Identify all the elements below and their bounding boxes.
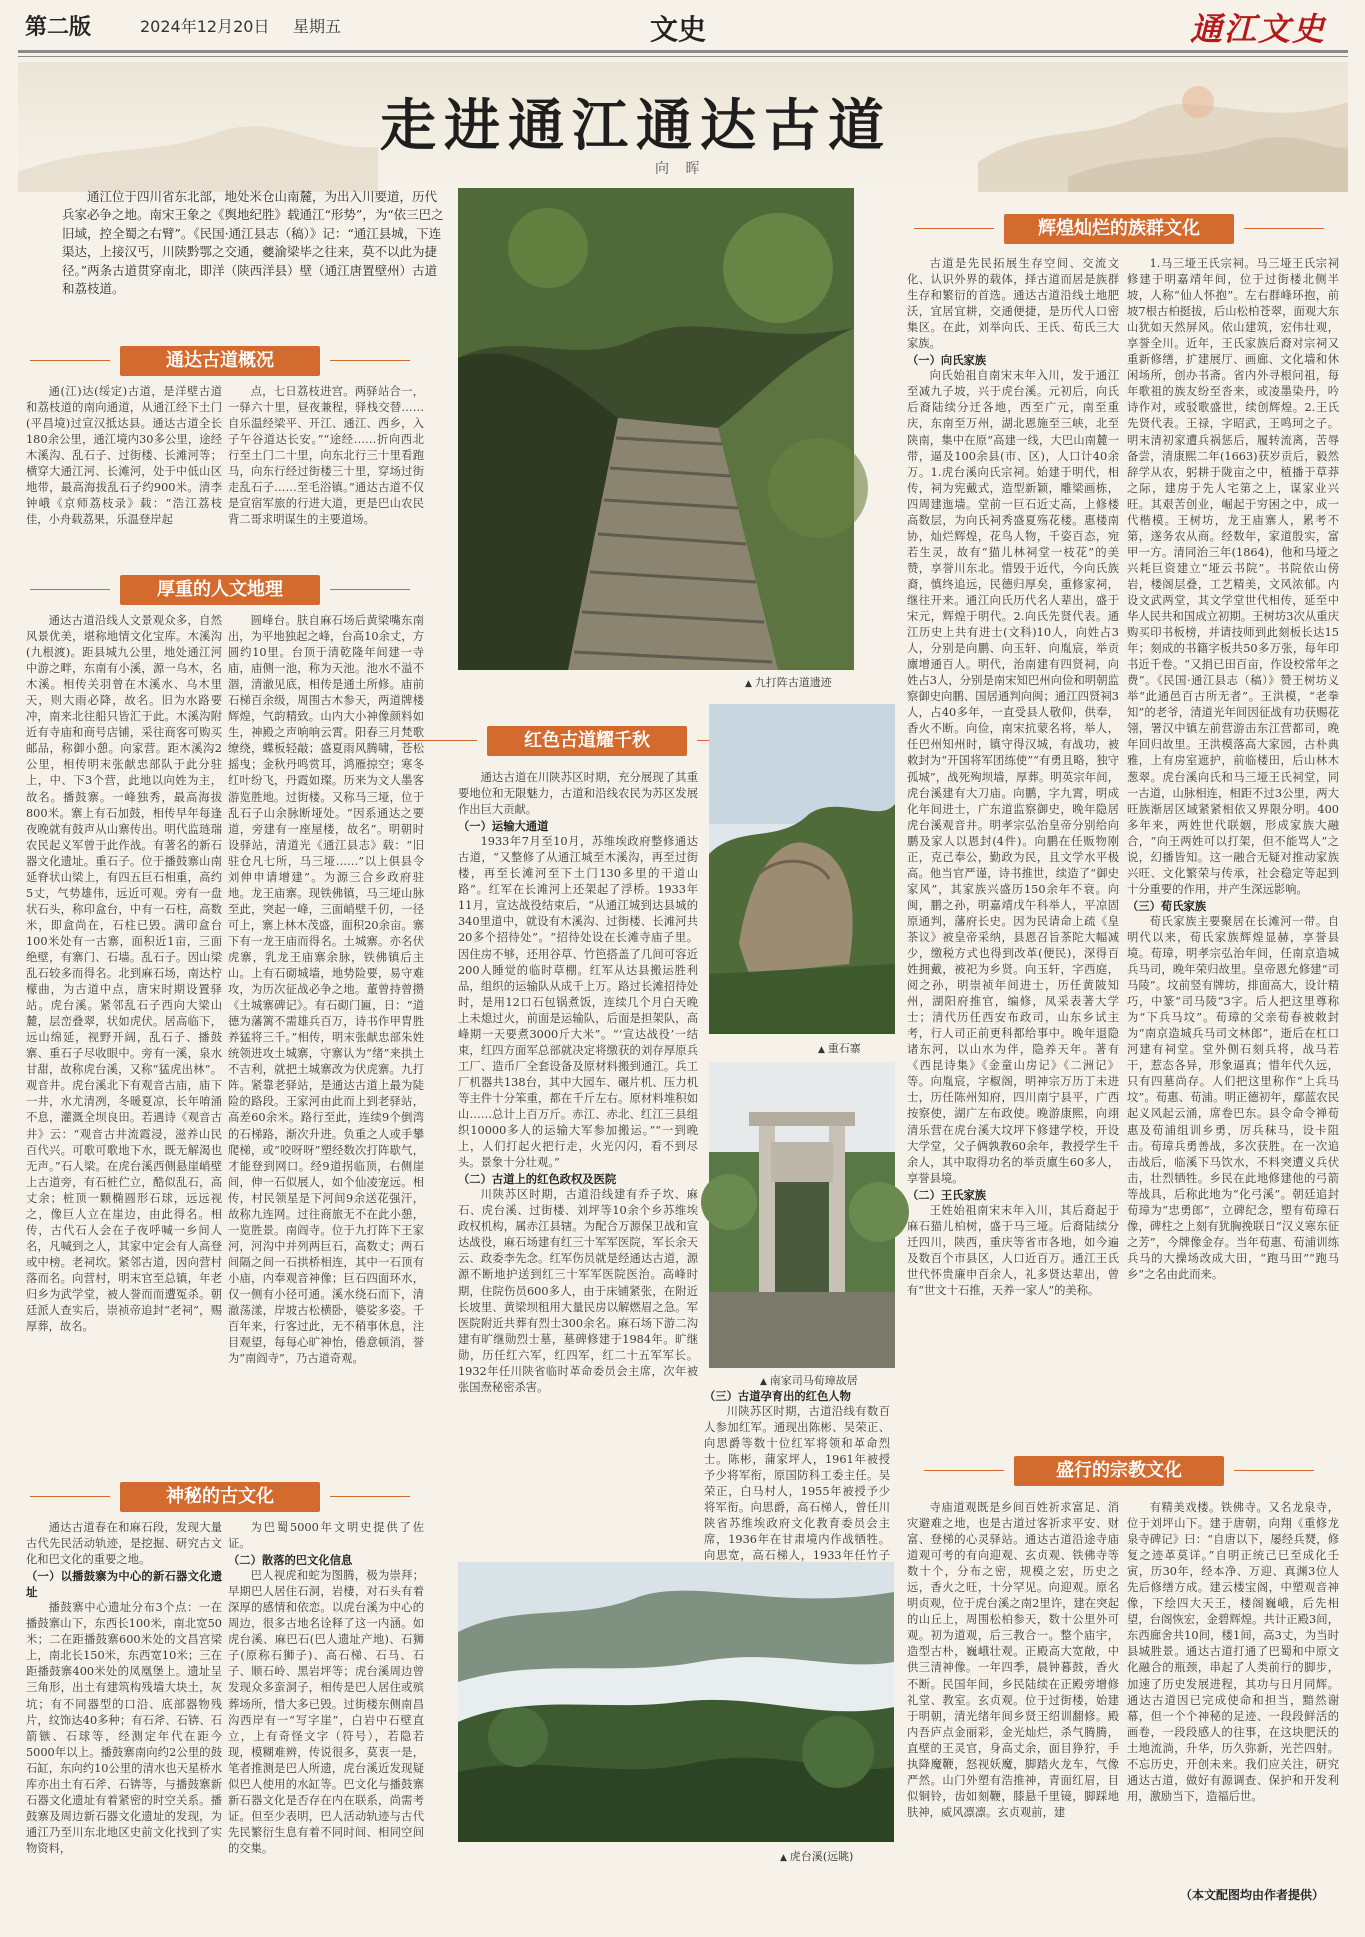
section-heading-geography: 厚重的人文地理 bbox=[120, 575, 320, 605]
photo-credit: （本文配图均由作者提供） bbox=[1180, 1888, 1325, 1902]
photo-zhongshi-rock bbox=[709, 704, 895, 1034]
section-heading-red-route: 红色古道耀千秋 bbox=[487, 726, 687, 756]
geography-text-1: 通达古道沿线人文景观众多，自然风景优美，堪称地情文化宝库。木溪沟(九根渡)。距县城九公里，地处通江河中游之畔，东南有小溪，源一乌木，名木溪。相传关羽曾在木溪水、乌木里天，则大雨必降，故名。旧为水路要冲，南来北往船只皆汇于此。木溪沟附近有寺庙和商号店铺，采往商客可购买邮品，称御小憩。向家营。距木溪沟2公里，相传明末张献忠部队于此分驻上，中、下3个营，此地以向姓为主，故名。播鼓寨。一峰独秀，最高海拔800米。寨上有石加鼓，相传早年每逢夜晚就有鼓声从山寨传出。明代监琏瑞农民起义军曾于此作战。有著名的新石器文化遗址。重石子。位于播鼓寨山南延脊状山梁上，有四五巨石相重，高约5丈，气势雄伟，远近可观。旁有一盘状石头，称印盒台，中有一石柱，高数米，即盒尚在，石柱已毁。满印盒台100米处有一古寨，面积近1亩，三面绝壁，有寨门、石墙。乱石子。因山梁乱石较多而得名。北到麻石场，南达柠檬曲，为古道中点，唐宋时期设置驿站。虎台溪。紧邻乱石子西向大梁山麓，层峦叠翠，状如虎伏。居高临下，远山绵延，视野开阔，乱石子、播鼓寨、重石子尽收眼中。旁有一溪，泉水甘甜，故称虎台溪，又称“猛虎出林”。观音井。虎台溪北下有观音古庙，庙下一井，水尤清冽，冬暖夏凉，长年唷涌不息，灌溉全坝良田。若遇诗《观音古井》云：“观音古井流霞浸，滋养山民百代兴。可歌可歌地下水，既无解渴也无声。”石人梁。在虎台溪西侧悬崖峭壁上古道旁，有石桩伫立，酷似乱石，高丈余；桩顶一颗椭圆形石球，远远视之，像巨人立在崖边，由此得名。相传，古代石人会在子夜呼喊一乡间人名，凡喊到之人，其家中定会有人高登或中榜。老祠坎。紧邻古道，因向营村落而名。向营村，明末官至总镇，年老归乡为武学堂，被人誉而而遭冤杀。朝廷派人查实后，崇祯帝追封“老祠”，赐厚葬，故名。 bbox=[26, 614, 222, 1334]
ancient-culture-continued: 为巴蜀5000年文明史提供了佐证。 bbox=[228, 1521, 424, 1551]
section-name: 文史 bbox=[650, 13, 707, 46]
clan-culture-intro: 古道是先民拓展生存空间、交流文化、认识外界的载体，择古道而居是族群生存和繁衍的首选。通达古道沿线土地肥沃，宜居宜耕，交通便捷，是历代人口密集区。在此，刘举向氏、王氏、荀氏三大家族。 bbox=[907, 257, 1119, 351]
photo-caption-landscape: ▲ 虎台溪(远眺) bbox=[780, 1848, 853, 1864]
clan-culture-text-4: 荀氏家族主要聚居在长滩河一带。自明代以来，荀氏家族辉煌显赫，享誉县境。荀璋，明孝宗弘治年间，任南京造城兵马司，晚年荣归故里。皇帝恩允修建“司马陵”。坟前竖有牌坊，排面高大，设计精巧，中篆“司马陵”3字。后人把这里尊称为“下兵马坟”。荀璋的父亲荀春被敕封为“南京造城兵马司文林郎”，逝后在杠口河建有祠堂。堂外侧石刻兵将，战马若干，惹态各异，形象逼真；惜年代久远，只有四墓尚存。人们把这里称作“上兵马坟”。荀惠、荀浦。明正德初年，鄢蓝农民起义风起云涌，席卷巴东。县令命令禅荀惠及荀浦组训乡勇，厉兵秣马，设卡阻击。荀璋兵勇善战，多次获胜。在一次追击战后，临溪下马饮水，不料突遭义兵伏击，壮烈牺牲。乡民在此地修建他的弓箭等战具，后称此地为“化弓溪”。朝廷追封荀璋为“忠勇郎”，立碑纪念，塑有荀璋石像，碑柱之上刻有犹胸挽联日“汉义寒东征之芳”，今牌像金存。当年荀惠、荀浦训练兵马的大操场改成大田，“跑马田”“跑马乡”之名由此而来。 bbox=[1127, 914, 1339, 1281]
red-route-column-1 bbox=[458, 770, 698, 1510]
geography-text-2: 圆峰台。肤自麻石场后黄梁嘴东南出，为平地独起之峰，台高10余丈，方圆约10里。台顶于清乾隆年间建一寺庙，庙侧一池，称为天池。池水不溢不涸，清澈见底，相传是通土所修。庙前石梯百余级，周围古木参天，两道牌楼辉煌，气韵精致。山内大小神像颜料如生，神殿之声响响云霄。阳春三月梵歌缭绕，蝶板轻敲；盛夏雨风腾啸，苍松摇曳；金秋丹鸣赏耳，鸿雁掠空；寒冬红叶纷飞，丹霞如璨。历来为文人墨客游览胜地。过街楼。又称马三垭，位于乱石子山余脉断垭处。“因系通达之要道，旁建有一座屋楼，故名”。明朝时设驿站，清道光《通江县志》载：“旧驻仓凡七所，马三垭……”以上俱县令刘伸申请增建”。为源三合乡政府驻地。龙王庙寨。现铁佛镇，马三垭山脉至此，突起一峰，三面峭壁千仞，一径可上，寨上林木茂盛，面积20余亩。寨下有一龙王庙而得名。土城寨。亦名伏虎寨，乳龙王庙寨余脉，铁佛镇后主山。上有石砌城墙，地势险要，易守难攻，为历次征战必争之地。董曾持曾攒《土城寨碑记》。有石砌门匾，日：“道德为藩篱不需雄兵百万，诗书作甲胄胜养猛将三千。”相传，明末张献忠部朱姓统领进攻土城寨，守寨认为“绪”来拱土不吉利，就把土城寨改为伏虎寨。九打阵。紧靠老驿站，是通达古道上最为陡险的路段。王家河由此而上到老驿站，高差60余米。路行至此，连续9个倒湾的石梯路，渐次升进。负重之人或手攀爬梯，或“咬呀呀”塑经数次打阵歇气，才能登到网口。经9道拐临顶，右侧崖间，伸一石似展人，如个仙凌宠远。相传，村民领星是下河间9余送花强汗，故称九连网。过往商旅无不在此小憩，一览胜景。南阎寺。位于九打阵下王家河，河沟中并列两巨石，高数丈；两石间隔之间一石拱桥相连，其中一石顶有小庙，内奉观音神像；巨石四面环水，仅一侧有小径可通。溪水绕石而下，清澈荡漾，岸坡古松横卧，婆娑多姿。千百年来，行客过此，无不稍事休息，注目观望，每每心旷神怡，倦意顿消，誉为“南阎寺”，乃古道奇观。 bbox=[228, 614, 424, 1366]
geography-column-1 bbox=[26, 613, 222, 1483]
section-heading-religion: 盛行的宗教文化 bbox=[1014, 1456, 1224, 1486]
article-title: 走进通江通达古道 bbox=[380, 93, 892, 159]
red-route-text-3: 川陕苏区时期，古道沿线有数百人参加红军。通现出陈彬、吴荣正、向思爵等数十位红军将领和革命烈士。陈彬，蒲家坪人，1961年被授予少将军衔，原国防科工委主任。吴荣正，白马村人，1955年被授予少将军衔。向思爵，高石梯人，曾任川陕省苏维埃政府文化教育委员会主席，1936年在甘肃境内作战牺牲。向思宽，高石梯人，1933年任竹子 bbox=[704, 1405, 890, 1563]
overview-column-2 bbox=[228, 384, 424, 562]
column-logo: 通江文史 bbox=[1190, 10, 1327, 48]
clan-culture-text-1: 向氏始祖自南宋末年入川，发于通江至减九子坡，兴于虎台溪。元初后，向氏后裔陆续分迁各地，西至广元，南至重庆，东南至万州，湖北恩施至三峡，北至陕南，集中在原“高建一线，大巴山南麓一带，逼及100余县(市、区)，人口计40余万。1.虎台溪向氏宗祠。始建于明代，相传，祠为宪戴式，造型新颖，雕梁画栋，四周建迤墙。堂前一巨石近丈高，上修楼高数层，为向氏祠秀盛夏殇花楼。惠楼南协，灿烂辉煌，花鸟人物，千姿百态，宛若生灵，故有“猫儿林祠堂一枝花”的美赞，享誉川东北。惜毁于近代，今向氏族裔，慎终追远，民德归厚矣，重修家祠，继往开来。通江向氏历代名人辈出，盛于宋元，辉煌于明代。2.向氏先贤代表。通江历史上共有进士(文科)10人，向姓占3人，分别是向鹏、向玉轩、向胤宸，举贡廪增通百人。明代，治南建有四贤祠，向姓占3人，分别是南宋知巴州向俭和明朝监察御史向鹏、国居通判向闽；通江四贤祠3人，占40多年，一直受县人敬仰，供奉，香火不断。向俭，南宋抗蒙名将，举人，任巴州知州时，镇守得汉城，有战功，被敕封为“开国将军团练使”“有勇且略，独守孤城”，战死殉坝墙，厚葬。明英宗年间，虎台溪建有大刀庙。向鹏，字九霄，明成化年间进士，广东道监察御史，晚年隐居虎台溪观音井。明孝宗弘治皇帝分别给向鹏及家人以恩封(4件)。向鹏在任贩物刚正，克己奉公，勤政为民，且文学水平极高。他当官严谨，诗书推世，续造了“御史家风”，其家族兴盛历150余年不衰。向闽，鹏之孙，明嘉靖戊午科举人，平凉固原通判，藩府长史。因为民请命上疏《皇茶议》被皇帝采纳，县恩召旨茶陀大幅减少，缴税方式也得到改革(便民)，深得百姓拥戴，被祀为乡贤。向玉轩，字西庭，阅之孙，明崇祯年间进士，历任黄陂知州，湖阳府推官，编修，凤采表著大学士；清代历任西安布政司，山东乡试主考，行人司正前更科都给事中。晚年退隐诸东河，以山水为伴，隐养天年。著有《西昆诗集》《金童山房记》《二洲记》等。向胤宸，字椒阁，明神宗万历丁未进士，历任陈州知府，四川南宁县平，广西按察使，湖广左布政使。晚游康熙，向翊清乐营在虎台溪大坟坪下修建学校，开设大学堂，父子俩孰教60余年，教授学生千余人，其中取得功名的举贡廪生60多人，享誉县境。 bbox=[907, 369, 1119, 1185]
red-route-subheading-3: （三）古道孕育出的红色人物 bbox=[704, 1389, 851, 1403]
overview-column-1 bbox=[26, 384, 222, 562]
red-route-text-2: 川陕苏区时期，古道沿线建有乔子坎、麻石、虎台溪、过街楼、刘坪等10余个乡苏维埃政权机构，属赤江县辖。为配合万源保卫战和宣达战役，麻石场建有红三十军军医院，军长余天云、政委李先念。红军伤员就是经通达古道，源源不断地护送到红三十军军医院医治。高峰时期，住院伤员600多人，由于床铺紧张，在附近长坡里、黄梁坝租用大量民房以解燃眉之急。军医院附近共葬有烈士300余名。麻石场下游二沟建有旷继勋烈士墓，墓碑修建于1984年。旷继勋，历任红六军，红四军，红二十五军军长。1932年任川陕省临时革命委员会主席，次年被张国焘秘密杀害。 bbox=[458, 1188, 698, 1394]
photo-caption-residence: ▲ 南家司马荀璋故居 bbox=[760, 1372, 858, 1388]
red-route-text-1: 1933年7月至10月，苏维埃政府整修通达古道，“又整修了从通江城至木溪沟，再至过街楼，再至长滩河至下土门130多里的干道山路”。红军在长滩河上还架起了浮桥。1933年11月，宣达战役结束后，“从通江城到达县城的340里道中，就设有木溪沟、过街楼、长滩河共20多个招待处”。“招待处设在长滩寺庙子里。因住房不够，还用谷草、竹笆搭盖了几间可容近200人睡觉的临时草棚。红军从达县搬运胜利品，组织的运输队从成千上万。路过长滩招待处时，是用12口石包锅煮饭，连续几个月白天晚上未熄过火，前面是运输队，后面是担架队，高峰期一天要煮3000斤大米”。“‘宣达战役’一结束，红四方面军总部就决定将缴获的刘存厚原兵工厂、造币厂全套设备及原材料搬到通江。兵工厂机器共138台，其中大园车、碾片机、压力机等主件十分笨重，都在千斤左右。原材料堆积如山……总计上百万斤。赤江、赤北、红江三县组织10000多人的运输大军参加搬运。”“一到晚上，人们打起火把行走，火光闪闪，看不到尽头。景象十分壮观。” bbox=[458, 835, 698, 1170]
clan-culture-subheading-2: （二）王氏家族 bbox=[907, 1187, 987, 1202]
ancient-culture-text-2: 巴人视虎和蛇为图腾，极为崇拜；早期巴人居住石洞，岩棲，对石头有着深厚的感情和依恋。以虎台溪为中心的周边，很多古地名诠释了这一内涵。如虎台溪、麻巴石(巴人遗址产地)、石狮子(原称石狮子)、高石梯、石马、石子、顺石岭、黑岩坪等；虎台溪周边曾发现众多蛮洞子，相传是巴人居住或殡葬场所，惜大多已毁。过街楼东侧南昌沟西岸有一“写字崖”，白岩中石壁直立，上有奇怪文字（符号），若隐若现，模糊难辨，传说很多，莫衷一是，笔者推测是巴人所遗，虎台溪近发现疑似巴人使用的水缸等。巴文化与播鼓寨新石器文化是否存在内在联系，尚需考证。但至少表明，巴人活动轨迹与古代先民繁衍生息有着不同时间、相同空间的交集。 bbox=[228, 1569, 424, 1855]
red-route-subheading-2: （二）古道上的红色政权及医院 bbox=[458, 1172, 617, 1187]
photo-caption-rock: ▲ 重石寨 bbox=[818, 1040, 861, 1056]
issue-weekday: 星期五 bbox=[293, 17, 342, 36]
section-heading-clan-culture: 辉煌灿烂的族群文化 bbox=[1004, 214, 1234, 244]
ancient-culture-subheading-1: （一）以播鼓寨为中心的新石器文化遗址 bbox=[26, 1569, 222, 1600]
ancient-culture-column-2 bbox=[228, 1520, 424, 1920]
geography-column-2 bbox=[228, 613, 424, 1483]
clan-culture-column-2 bbox=[1127, 256, 1339, 1396]
religion-column-1 bbox=[907, 1500, 1119, 1906]
clan-culture-text-3: 1.马三垭王氏宗祠。马三垭王氏宗祠修建于明嘉靖年间，位于过街楼北侧半坡，人称“仙人怀抱”。左右群峰环抱，前坡7根古柏挺拔，后山松柏苍翠，面观大东山犹如天然屏风。依山建筑，宏伟壮观，享誉全川。近年，王氏家族后裔对宗祠又重新修缮，扩建展厅、画廊、文化墙和休闲场所，创办书斋。省内外寻根问祖，每年歌祖的族友纷至沓来，或凌墨染丹，吟诗作对，或驳歌盛世，续创辉煌。2.王氏先贤代表。王禄，字昭武，王鸣珂之子。明末清初家遭兵祸惩后，履转流离，苦辱备尝，清康熙二年(1663)获岁贡后，毅然辞学从农，躬耕于陇亩之中，植播于草莽之际，建房于先人宅第之上，谋家业兴旺。其艰苦创业，崛起于穷困之中，成一代楷模。王树坊，龙王庙寨人，累考不第，遂务农从商。经数年，家道殷实，富甲一方。清同治三年(1864)，他和马垭之兴耗巨资建立“垭云书院”。书院依山傍岩，楼阁层叠，工艺精美，文风浓郁。内设文武两堂，其文学堂世代相传，延至中华人民共和国成立初期。王树坊3次从重庆购买印书板榜，并请技师到此刻板长达15年；刻成的书籍字板共50多万张，每年印书近千卷。“又捐已田百亩，作设校常年之费”。《民国·通江县志（稿）》赞王树坊义举“此通邑百古所无者”。王洪模，“老拳知”的老爷，清道光年间因征战有功获赐花翎，署汉中镇左前营游击东江营都司，晚年回归故里。王洪模落高大家园，古朴典雅，上有房室遮护，前临楼田，后山林木葱翠。虎台溪向氏和马三垭王氏祠堂，同一古道，山脉相连，相距不过3公里，两大旺族渐居区域紧紧相依又界限分明。400多年来，两姓世代联姻，形成家族大融合，“向王两姓可以打架，但不能骂人”之说，幻播皆知。这一融合无疑对推动家族兴旺、文化繁荣与传承，社会稳定等起到十分重要的作用，并产生深远影响。 bbox=[1127, 257, 1339, 896]
ancient-culture-text-1: 播鼓寨中心遗址分布3个点：一在播鼓寨山下，东西长100米，南北宽50米；二在距播鼓寨600米处的文昌宫梁上，南北长150米，东西宽10米；三在距播鼓寨400米处的凤凰堡上。遗址呈三角形，出土有建筑构残墙大块土，灰坑；有不同器型的口沿、底部器物残片，纹饰达40多种；有石斧、石锛、石箭镞、石球等，经测定年代在距今5000年以上。播鼓寨南向约2公里的鼓石缸，东向约10公里的清水也天星桥水库亦出土有石斧、石锛等，与播鼓寨新石器文化遗址有着紧密的时空关系。播鼓寨及周边新石器文化遗址的发现，为通江乃至川东北地区史前文化找到了实物资料， bbox=[26, 1601, 222, 1855]
section-heading-ancient-culture: 神秘的古文化 bbox=[120, 1482, 320, 1512]
photo-hutaixi-landscape bbox=[458, 1562, 894, 1842]
article-author: 向 晖 bbox=[655, 161, 706, 177]
religion-column-2 bbox=[1127, 1500, 1339, 1880]
clan-culture-subheading-3: （三）荀氏家族 bbox=[1127, 898, 1207, 913]
photo-caption-steps: ▲ 九打阵古道遗迹 bbox=[745, 674, 832, 690]
header-rule-thin bbox=[18, 56, 1348, 57]
photo-xun-zhang-residence bbox=[709, 1062, 895, 1368]
religion-text-2: 有精美戏楼。铁佛寺。又名龙泉寺，位于刘坪山下。建于唐朝，向翔《重修龙泉寺碑记》曰：“自唐以下，屡经兵燹，修复之迹革莫详。”自明正统己巳至成化壬寅，历30年，经本净、万迎、真渊3位人先后修缮方成。建云楼宝阁，中塑观音神像，下绘四大天王，楼阁巍峨，后先相望，台阁恢宏，金碧辉煌。共计正殿3间，东西廊舍共10间，楼1间，高3丈，为当时县城胜景。通达古道打通了巴蜀和中原文化融合的瓶颈，串起了人类前行的脚步，加速了历史发展进程，其功与日月同辉。通达古道因已完成使命和担当，黯然谢幕，但一个个神秘的足迹、一段段鲜活的画卷，一段段感人的往事，在这块肥沃的土地流淌，升华，历久弥新，光芒四射。不忘历史，开创未来。我们应关注，研究通达古道，做好有源调查、保护和开发利用，激励当下，造福后世。 bbox=[1127, 1501, 1339, 1803]
red-route-column-2 bbox=[704, 1388, 890, 1563]
clan-culture-column-1 bbox=[907, 256, 1119, 1396]
page-header bbox=[0, 0, 1365, 52]
header-rule bbox=[18, 50, 1348, 53]
clan-culture-subheading-1: （一）向氏家族 bbox=[907, 353, 987, 368]
overview-text-1: 通(江)达(绥定)古道，是洋壁古道和荔枝道的南向通道，从通江经下土门(平昌境)过宣汉抵达县。通达古道全长180余公里，通江境内30多公里，途经木溪沟、乱石子、过街楼、长滩河等；横穿大通江河、长滩河，处于中低山区地带，最高海拔乱石子约900米。清李钟峨《京师荔枝录》载：“浩江荔枝佳，小舟载荔果，乐温登岸起 bbox=[26, 385, 222, 527]
clan-culture-text-2: 王姓始祖南宋末年入川，其后裔起于麻石猫儿柏树，盛于马三垭。后裔陆续分迁四川，陕西，重庆等省市各地，如今遍及数百个市县区，人口近百万。通江王氏世代怀贵廉申百余人，礼多贤达辈出，曾有“世文十石推，天养一家人”的美称。 bbox=[907, 1203, 1119, 1297]
red-route-subheading-1: （一）运输大通道 bbox=[458, 819, 549, 834]
ancient-culture-column-1 bbox=[26, 1520, 222, 1920]
religion-text-1: 寺庙道观既是乡间百姓祈求富足、消灾避难之地，也是古道过客祈求平安、财富、登梯的心灵驿站。通达古道沿途寺庙道观可考的有向迎观、玄贞观、铁佛寺等数十个，分布之密，规模之宏，历史之远，香火之旺，十分罕见。向迎观。原名明贞观，位于虎台溪之南2里许，建在突起的山丘上，周围松柏参天，数十公里外可观。初为道观，后三教合一。整个庙宇，造型古朴，巍峨壮观。正殿高大宽敞，中供三清神像。一年四季，晨钟暮鼓，香火不断。民国年间，乡民陆续在正殿旁增修礼堂、教室。玄贞观。位于过街楼，始建于明朝，清光绪年间乡贤王绍训翻修。殿内吾庐点金丽彩，金光灿烂，杀气腾腾，直壁的王灵官，身高丈余，面目狰狞，手执降魔鞭，怒视妖魔，脚踏火龙车，气像严然。山门外塑有浩推神，青面红眉，目似铜铃，齿如刻鞭，膝悬千里镜，脚踩地肤神，威风凛凛。玄贞观前，建 bbox=[907, 1501, 1119, 1819]
section-heading-overview: 通达古道概况 bbox=[120, 346, 320, 376]
ancient-culture-intro: 通达古道春在和麻石段，发现大量古代先民活动轨迹，是挖掘、研究古文化和巴文化的重要之地。 bbox=[26, 1521, 222, 1567]
issue-date: 2024年12月20日 bbox=[140, 17, 270, 36]
ancient-culture-subheading-2: （二）散落的巴文化信息 bbox=[228, 1553, 353, 1568]
red-route-intro: 通达古道在川陕苏区时期，充分展现了其重要地位和无限魅力，古道和沿线农民为苏区发展作出巨大贡献。 bbox=[458, 771, 698, 817]
overview-text-2: 点，七日荔枝进宫。两驿站合一，一驿六十里，昼夜兼程，驿栈交替……自乐温经梁平、开江、通江、西乡，入子午谷道达长安。”“途经……折向西北行至土门二十里，向东北行三十里看跑马，向东行经过街楼三十里，穿场过街走乱石子……至毛浴镇。”通达古道不仅是宣宿军旅的行进大道，更是巴山农民背二哥求明谋生的主要道场。 bbox=[228, 385, 424, 527]
article-lead: 通江位于四川省东北部，地处米仓山南麓，为出入川要道，历代兵家必争之地。南宋王象之《舆地纪胜》载通江“形势”，为“依三巴之旧域，控全蜀之右臂”。《民国·通江县志（稿）》记：“通江县城，下连渠达，上接汉丐，川陕黔鄂之交通，夔渝梁毕之往来，莫不以此为捷径。”两条古道贯穿南北，即洋（陕西洋县）壁（通江唐置壁州）古道和荔枝道。 bbox=[62, 189, 444, 297]
edition-label: 第二版 bbox=[25, 15, 92, 40]
photo-ancient-stone-steps bbox=[458, 188, 854, 670]
